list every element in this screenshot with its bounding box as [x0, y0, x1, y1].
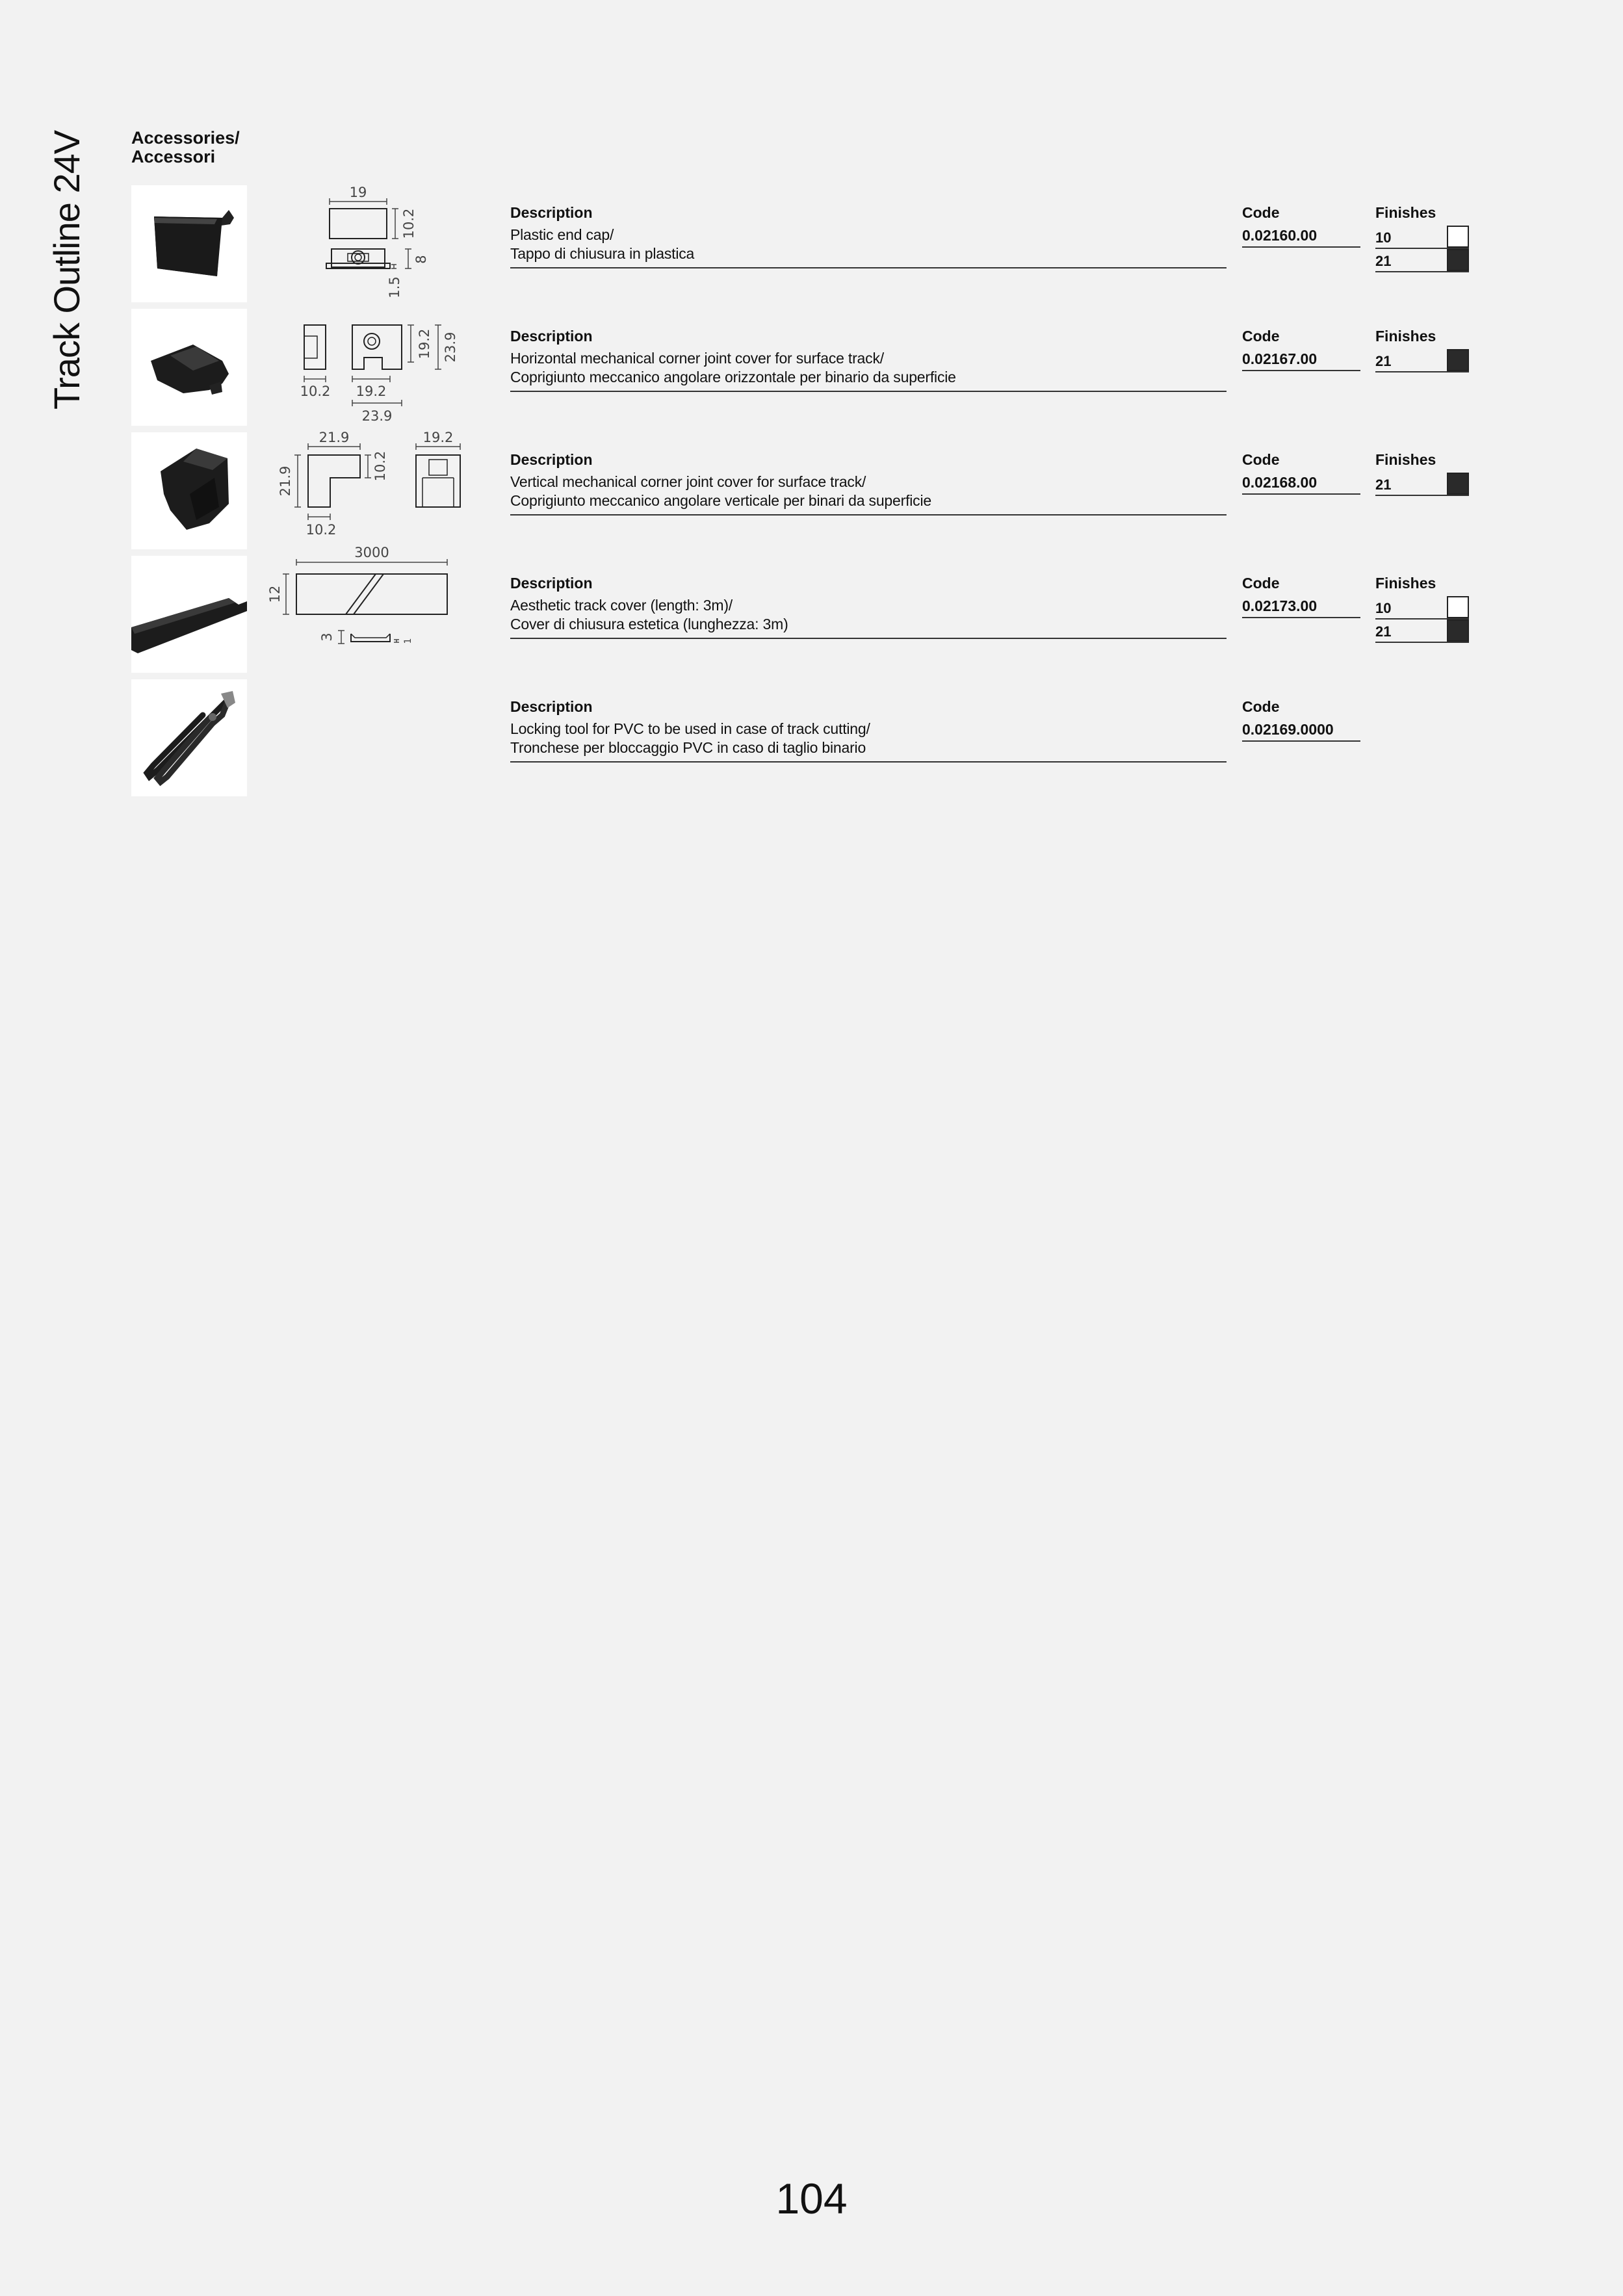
- finish-code: 21: [1375, 353, 1392, 369]
- finish-code: 21: [1375, 476, 1392, 493]
- product-description: Horizontal mechanical corner joint cover for surface track/ Coprigiunto meccanico angolare orizzontale per binario da superficie: [510, 349, 1227, 392]
- dim-label: 3000: [354, 545, 389, 560]
- product-code: 0.02167.00: [1242, 349, 1360, 371]
- dim-label: 10.2: [305, 522, 337, 538]
- product-code: 0.02169.0000: [1242, 720, 1360, 742]
- page-number: 104: [775, 2174, 848, 2223]
- product-row: [0, 309, 1623, 426]
- finish-swatch-black: [1447, 473, 1469, 495]
- technical-drawing: [266, 179, 474, 302]
- description-column: [510, 698, 1227, 763]
- code-column: [1242, 698, 1360, 742]
- finish-item: [1375, 249, 1469, 272]
- finish-item: [1375, 226, 1469, 249]
- finish-item: [1375, 620, 1469, 643]
- product-description: Plastic end cap/ Tappo di chiusura in plastica: [510, 226, 1227, 268]
- dim-label: 23.9: [361, 408, 393, 424]
- finishes-column: [1375, 203, 1469, 272]
- section-title: Accessories/ Accessori: [131, 128, 240, 166]
- finishes-column: [1375, 574, 1469, 643]
- technical-drawing: [266, 426, 474, 549]
- description-column: [510, 450, 1227, 515]
- product-photo-horizontal-corner: [131, 309, 247, 426]
- finishes-column: [1375, 327, 1469, 372]
- product-code: 0.02160.00: [1242, 226, 1360, 248]
- finish-swatch-white: [1447, 596, 1469, 618]
- description-column: [510, 327, 1227, 392]
- finish-swatch-white: [1447, 226, 1469, 248]
- product-photo-end-cap: [131, 185, 247, 302]
- product-row: [0, 432, 1623, 549]
- code-column: [1242, 203, 1360, 248]
- description-header: Description: [510, 575, 593, 592]
- product-description: Vertical mechanical corner joint cover for surface track/ Coprigiunto meccanico angolare verticale per binari da superficie: [510, 473, 1227, 515]
- finishes-header: Finishes: [1375, 451, 1436, 468]
- dim-label: 19.2: [356, 384, 387, 399]
- finish-item: [1375, 349, 1469, 372]
- dim-label: 10.2: [300, 384, 331, 399]
- side-title: Track Outline 24V: [46, 130, 87, 410]
- code-header: Code: [1242, 575, 1280, 592]
- dim-label: 3: [319, 633, 335, 642]
- dim-label: 19.2: [417, 328, 432, 359]
- finish-code: 21: [1375, 623, 1392, 640]
- product-row: [0, 545, 1623, 673]
- finish-swatch-black: [1447, 249, 1469, 271]
- description-column: [510, 574, 1227, 639]
- product-row: [0, 679, 1623, 796]
- code-column: [1242, 327, 1360, 371]
- dim-label: 19.2: [422, 430, 454, 445]
- description-header: Description: [510, 698, 593, 715]
- technical-drawing: [266, 545, 474, 673]
- finish-item: [1375, 473, 1469, 496]
- finish-code: 10: [1375, 229, 1392, 246]
- code-column: [1242, 450, 1360, 495]
- dim-label: 8: [413, 255, 429, 264]
- dim-label: 10.2: [401, 208, 417, 239]
- finish-code: 21: [1375, 253, 1392, 269]
- finishes-header: Finishes: [1375, 328, 1436, 345]
- dim-label: 12: [267, 585, 283, 603]
- description-header: Description: [510, 328, 593, 345]
- code-header: Code: [1242, 698, 1280, 715]
- finish-swatch-black: [1447, 620, 1469, 642]
- product-photo-locking-tool: [131, 679, 247, 796]
- product-description: Locking tool for PVC to be used in case of track cutting/ Tronchese per bloccaggio PVC in caso di taglio binario: [510, 720, 1227, 763]
- code-header: Code: [1242, 451, 1280, 468]
- finish-swatch-black: [1447, 349, 1469, 371]
- dim-label: 19: [349, 185, 367, 200]
- finish-item: [1375, 596, 1469, 620]
- product-code: 0.02173.00: [1242, 596, 1360, 618]
- code-column: [1242, 574, 1360, 618]
- code-header: Code: [1242, 328, 1280, 345]
- finishes-column: [1375, 450, 1469, 496]
- description-header: Description: [510, 451, 593, 468]
- product-photo-vertical-corner: [131, 432, 247, 549]
- product-description: Aesthetic track cover (length: 3m)/ Cover di chiusura estetica (lunghezza: 3m): [510, 596, 1227, 639]
- finish-code: 10: [1375, 600, 1392, 616]
- product-code: 0.02168.00: [1242, 473, 1360, 495]
- dim-label: 1.5: [387, 276, 402, 298]
- dim-label: 23.9: [443, 332, 458, 363]
- dim-label: 10.2: [372, 450, 388, 482]
- finishes-header: Finishes: [1375, 204, 1436, 221]
- dim-label: 21.9: [318, 430, 350, 445]
- description-column: [510, 203, 1227, 268]
- finishes-header: Finishes: [1375, 575, 1436, 592]
- description-header: Description: [510, 204, 593, 221]
- product-photo-track-cover: [131, 556, 247, 673]
- dim-label: 21.9: [278, 465, 293, 497]
- technical-drawing: [266, 302, 474, 426]
- dim-label: 1: [403, 638, 413, 644]
- code-header: Code: [1242, 204, 1280, 221]
- product-row: [0, 185, 1623, 302]
